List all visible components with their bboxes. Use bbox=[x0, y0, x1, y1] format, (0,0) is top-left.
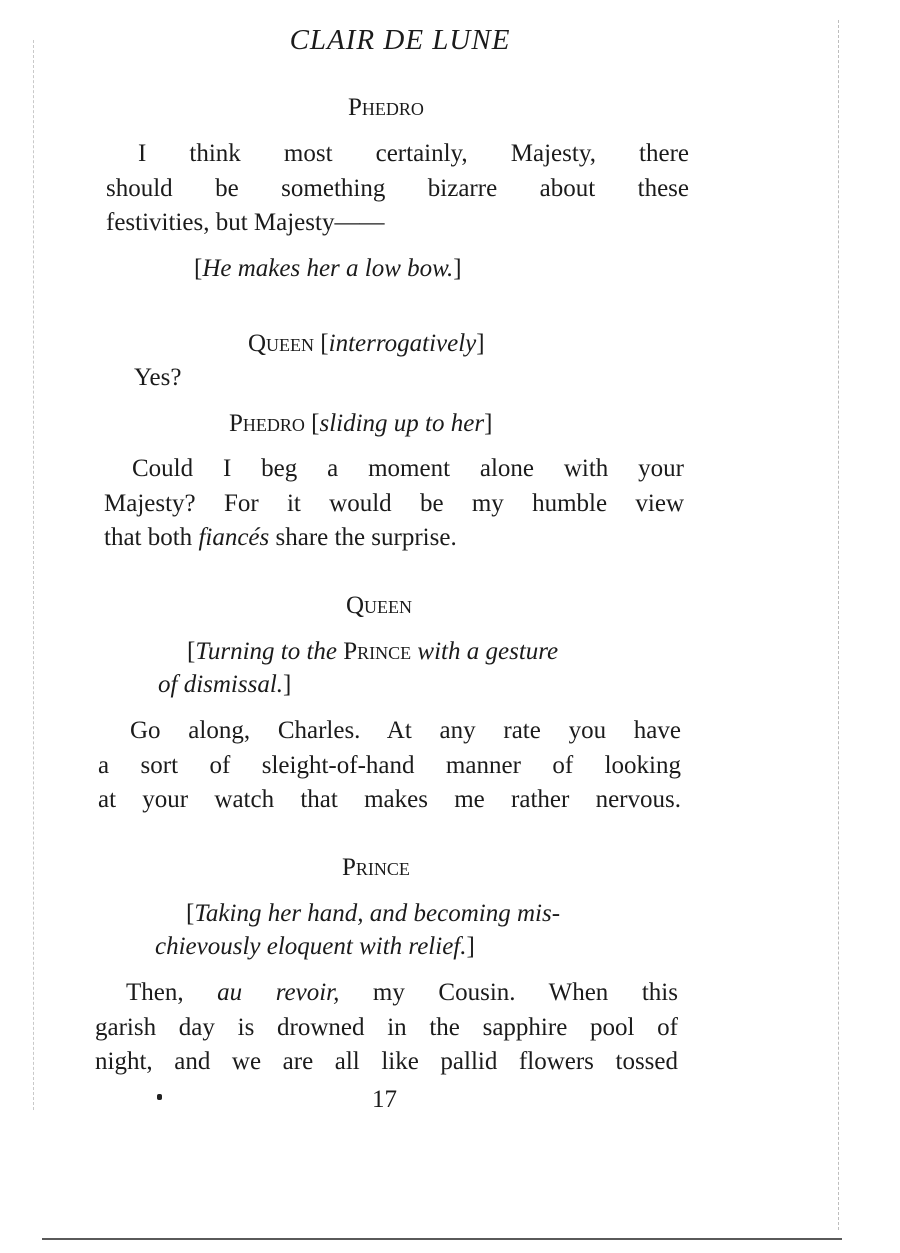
speech-line: Yes? bbox=[134, 364, 182, 391]
speech-italic: au revoir, bbox=[217, 979, 340, 1006]
stage-direction-text: sliding up to her bbox=[319, 410, 485, 437]
speaker-heading: Phedro [sliding up to her] bbox=[229, 410, 493, 437]
speech-line: Could I beg a moment alone with your bbox=[132, 455, 684, 482]
speech-fragment: Then, bbox=[126, 979, 218, 1006]
page-edge-right bbox=[838, 20, 839, 1230]
stage-direction: [Taking her hand, and becoming mis- bbox=[186, 900, 561, 927]
stage-direction-text: Turning to the bbox=[195, 638, 344, 665]
speaker-heading: Queen [interrogatively] bbox=[248, 330, 485, 357]
stage-direction: [Turning to the Prince with a gesture bbox=[187, 638, 559, 665]
page-number: 17 bbox=[372, 1086, 397, 1113]
speech-line bbox=[126, 979, 678, 1007]
speech-fragment: share the surprise. bbox=[269, 524, 457, 551]
speech-line: I think most certainly, Majesty, there bbox=[138, 140, 689, 167]
bottom-rule bbox=[42, 1238, 842, 1240]
speech-line: Majesty? For it would be my humble view bbox=[104, 490, 684, 517]
stage-direction-text: Taking her hand, and becoming mis- bbox=[194, 900, 561, 927]
stage-direction-text: of dismissal. bbox=[158, 671, 284, 698]
stage-direction-text: chievously eloquent with relief. bbox=[155, 933, 467, 960]
speech-line: night, and we are all like pallid flowers tossed bbox=[95, 1048, 678, 1075]
stage-direction: chievously eloquent with relief.] bbox=[155, 933, 475, 960]
stage-direction: [He makes her a low bow.] bbox=[194, 255, 462, 282]
speaker-name: Phedro bbox=[348, 94, 424, 121]
stage-direction-text: with a gesture bbox=[411, 638, 559, 665]
speech-fragment: that both bbox=[104, 524, 199, 551]
speech-italic: fiancés bbox=[198, 524, 270, 551]
speech-line: should be something bizarre about these bbox=[106, 175, 689, 202]
speech-line: garish day is drowned in the sapphire pool of bbox=[95, 1014, 678, 1041]
speech-line: festivities, but Majesty—— bbox=[106, 209, 385, 236]
stage-direction: of dismissal.] bbox=[158, 671, 292, 698]
stage-direction-text: He makes her a low bow. bbox=[202, 255, 454, 282]
speech-line: Go along, Charles. At any rate you have bbox=[130, 717, 681, 744]
speech-line: at your watch that makes me rather nervous. bbox=[98, 786, 681, 813]
speech-line bbox=[104, 524, 457, 552]
stage-direction-text: interrogatively bbox=[328, 330, 477, 357]
speaker-name: Queen bbox=[248, 330, 315, 357]
speech-fragment: my Cousin. When this bbox=[339, 979, 678, 1006]
ink-speck bbox=[157, 1094, 162, 1100]
speaker-name: Queen bbox=[346, 592, 413, 619]
running-head: CLAIR DE LUNE bbox=[289, 24, 511, 56]
speaker-name: Phedro bbox=[229, 410, 305, 437]
speech-line: a sort of sleight-of-hand manner of looking bbox=[98, 752, 681, 779]
page-edge-left bbox=[33, 40, 34, 1110]
speaker-name: Prince bbox=[342, 854, 410, 881]
stage-direction-name: Prince bbox=[343, 638, 412, 665]
